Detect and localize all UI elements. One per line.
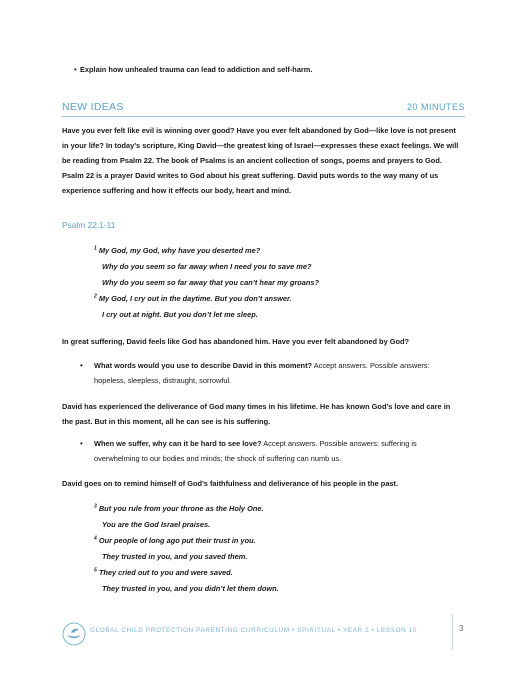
discussion-question-1 bbox=[80, 358, 467, 389]
verse-line bbox=[94, 517, 279, 533]
intro-line: Have you ever felt like evil is winning over good? Have you ever felt abandoned by God—like love is not present bbox=[62, 126, 456, 135]
paragraph-line: the past. But in this moment, all he can see is his suffering. bbox=[62, 417, 271, 427]
answer-text: hopeless, sleepless, distraught, sorrowful. bbox=[94, 376, 232, 386]
scripture-reference: Psalm 22:1-11 bbox=[62, 220, 116, 230]
objective-bullet bbox=[74, 62, 313, 78]
verse-number: 3 bbox=[94, 503, 97, 510]
paragraph-faithfulness: David goes on to remind himself of God’s faithfulness and deliverance of his people in the past. bbox=[62, 479, 399, 488]
paragraph-line: David has experienced the deliverance of God many times in his lifetime. He has known God’s love and care in bbox=[62, 402, 451, 411]
objective-text: Explain how unhealed trauma can lead to addiction and self-harm. bbox=[80, 65, 313, 74]
page-footer bbox=[62, 614, 472, 650]
bullet-dot-icon: • bbox=[74, 65, 77, 74]
verse-line bbox=[94, 549, 279, 565]
section-title: NEW IDEAS bbox=[62, 101, 124, 113]
verse-number: 4 bbox=[94, 535, 97, 542]
section-header bbox=[62, 100, 465, 117]
verse-line bbox=[94, 307, 319, 323]
intro-line: in your life? In today’s scripture, King David—the greatest king of Israel—expresses these exact feelings. We will bbox=[62, 141, 459, 151]
dove-hands-logo-icon bbox=[62, 622, 86, 646]
verse-number: 5 bbox=[94, 567, 97, 574]
verse-block-2 bbox=[94, 501, 279, 597]
verse-line bbox=[94, 243, 319, 259]
verse-text: But you rule from your throne as the Holy One. bbox=[98, 504, 264, 513]
verse-text: My God, I cry out in the daytime. But you don’t answer. bbox=[98, 294, 292, 303]
intro-line: be reading from Psalm 22. The book of Psalms is an ancient collection of songs, poems and prayers to God. bbox=[62, 156, 442, 166]
answer-text: Accept answers. Possible answers: suffering is bbox=[261, 439, 417, 448]
paragraph-abandoned: In great suffering, David feels like God has abandoned him. Have you ever felt abandoned by God? bbox=[62, 337, 410, 346]
discussion-question-2 bbox=[80, 436, 467, 467]
verse-line bbox=[94, 291, 319, 307]
footer-divider bbox=[452, 614, 453, 650]
question-text: What words would you use to describe David in this moment? bbox=[94, 361, 313, 370]
verse-text: I cry out at night. But you don’t let me sleep. bbox=[102, 310, 258, 319]
verse-text: They cried out to you and were saved. bbox=[98, 568, 233, 577]
verse-number: 2 bbox=[94, 293, 97, 300]
verse-text: My God, my God, why have you deserted me? bbox=[98, 246, 261, 255]
paragraph-deliverance bbox=[62, 399, 467, 429]
verse-line bbox=[94, 533, 279, 549]
section-duration: 20 MINUTES bbox=[406, 102, 465, 112]
verse-text: Our people of long ago put their trust in you. bbox=[98, 536, 256, 545]
verse-line bbox=[94, 501, 279, 517]
verse-number: 1 bbox=[94, 245, 97, 252]
verse-text: They trusted in you, and you saved them. bbox=[102, 552, 248, 561]
question-text: When we suffer, why can it be hard to see love? bbox=[94, 439, 262, 448]
intro-line: experience suffering and how it effects our body, heart and mind. bbox=[62, 186, 292, 196]
verse-text: Why do you seem so far away that you can’t hear my groans? bbox=[102, 278, 319, 287]
verse-block-1 bbox=[94, 243, 319, 323]
answer-text: overwhelming to our bodies and minds; the shock of suffering can numb us. bbox=[94, 454, 342, 464]
answer-text: Accept answers. Possible answers: bbox=[312, 361, 430, 370]
footer-text: GLOBAL CHILD PROTECTION PARENTING CURRICULUM • SPIRITUAL • YEAR 2 • LESSON 10 bbox=[90, 627, 418, 634]
intro-line: Psalm 22 is a prayer David writes to God about his great suffering. David puts words to the way many of us bbox=[62, 171, 439, 181]
verse-line bbox=[94, 565, 279, 581]
verse-text: You are the God Israel praises. bbox=[102, 520, 211, 529]
verse-text: They trusted in you, and you didn’t let them down. bbox=[102, 584, 279, 593]
verse-text: Why do you seem so far away when I need you to save me? bbox=[102, 262, 312, 271]
verse-line bbox=[94, 275, 319, 291]
verse-line bbox=[94, 259, 319, 275]
verse-line bbox=[94, 581, 279, 597]
page-number: 3 bbox=[459, 624, 464, 633]
bullet-dot-icon: • bbox=[80, 439, 83, 448]
bullet-dot-icon: • bbox=[80, 361, 83, 370]
intro-paragraph bbox=[62, 123, 467, 198]
